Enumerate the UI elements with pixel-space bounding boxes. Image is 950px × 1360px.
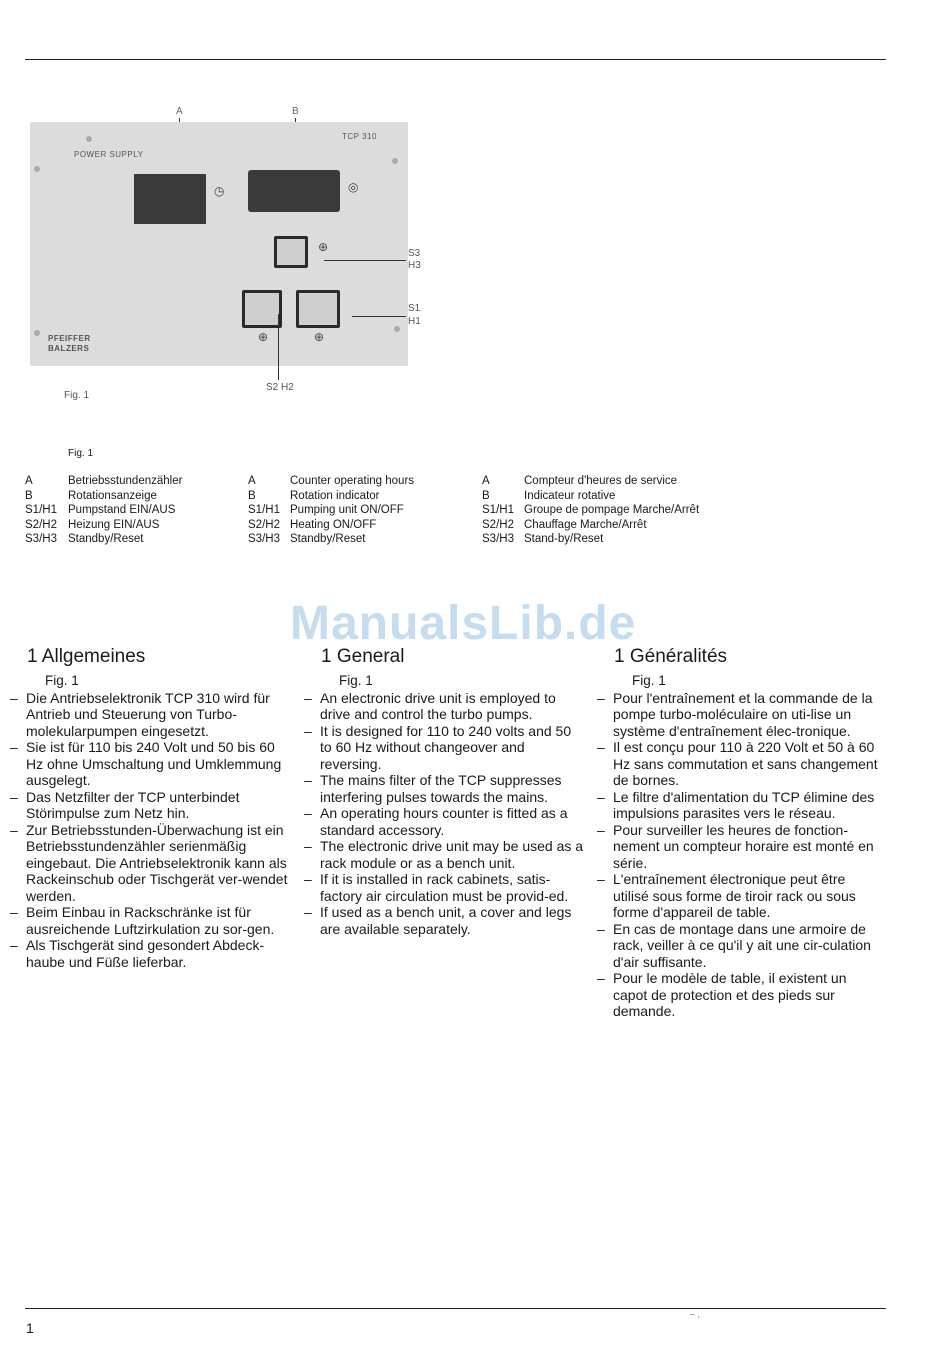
top-rule xyxy=(25,59,886,60)
section-french xyxy=(597,646,879,1020)
device-front-panel-figure xyxy=(22,100,442,410)
standby-icon: ⊕ xyxy=(318,240,329,254)
legend-row: B Indicateur rotative xyxy=(482,489,616,502)
list-item: – Pour l'entraînement et la commande de la pompe turbo-moléculaire on uti-lise un système d'entraînement élec-tronique. xyxy=(597,690,879,740)
legend-row: A Counter operating hours xyxy=(248,475,415,487)
standby-reset-button[interactable] xyxy=(274,236,308,268)
legend-row: S2/H2 Heating ON/OFF xyxy=(248,518,377,531)
figure-reference: Fig. 1 xyxy=(632,673,666,688)
figure-caption: Fig. 1 xyxy=(68,448,94,459)
brand-line-2: BALZERS xyxy=(48,344,90,353)
legend-row: A Compteur d'heures de service xyxy=(482,475,678,487)
figure-reference: Fig. 1 xyxy=(45,673,79,688)
callout-s2h2: S2 H2 xyxy=(266,382,294,393)
figure-label-b: B xyxy=(292,106,299,117)
heating-button[interactable] xyxy=(242,290,282,328)
section-german xyxy=(10,646,292,970)
brand-line-1: PFEIFFER xyxy=(48,334,91,343)
watermark: ManualsLib.de xyxy=(290,597,637,650)
list-item: – L'entraînement électronique peut être utilisé sous forme de tiroir rack ou sous forme d'appareil de table. xyxy=(597,871,879,921)
rotation-indicator xyxy=(248,170,340,212)
list-item: – Die Antriebselektronik TCP 310 wird für Antrieb und Steuerung von Turbo-molekularpumpen eingesetzt. xyxy=(10,690,292,740)
list-item: – It is designed for 110 to 240 volts and 50 to 60 Hz without changeover and reversing. xyxy=(304,723,586,773)
figure-inner-caption: Fig. 1 xyxy=(64,390,90,401)
figure-label-a: A xyxy=(176,106,183,117)
list-item: – The mains filter of the TCP suppresses interfering pulses towards the mains. xyxy=(304,772,586,805)
leader-line-s1 xyxy=(352,316,406,317)
list-item: – Als Tischgerät sind gesondert Abdeck-haube und Füße lieferbar. xyxy=(10,937,292,970)
rotation-icon: ◎ xyxy=(348,180,359,194)
model-label: TCP 310 xyxy=(342,132,377,141)
list-item: – An electronic drive unit is employed to drive and control the turbo pumps. xyxy=(304,690,586,723)
legend-row: A Betriebsstundenzähler xyxy=(25,475,183,487)
front-panel xyxy=(30,122,408,366)
bottom-rule xyxy=(25,1308,886,1309)
legend-row: S2/H2 Heizung EIN/AUS xyxy=(25,518,160,531)
legend-german xyxy=(25,474,182,547)
bullet-list xyxy=(304,690,586,938)
panel-screw xyxy=(394,326,400,332)
list-item: – Das Netzfilter der TCP unterbindet Störimpulse zum Netz hin. xyxy=(10,789,292,822)
section-title: 1 Généralités xyxy=(614,646,728,667)
leader-line-s2 xyxy=(278,314,279,380)
legend-row: S1/H1 Pumping unit ON/OFF xyxy=(248,504,404,516)
leader-line-s3 xyxy=(324,260,406,261)
legend-row: S1/H1 Groupe de pompage Marche/Arrêt xyxy=(482,504,700,516)
legend-french xyxy=(482,474,699,547)
list-item: – Beim Einbau in Rackschränke ist für ausreichende Luftzirkulation zu sor-gen. xyxy=(10,904,292,937)
legend-row: B Rotation indicator xyxy=(248,489,380,502)
legend-english xyxy=(248,474,414,547)
section-title: 1 Allgemeines xyxy=(27,646,146,667)
list-item: – Il est conçu pour 110 à 220 Volt et 50 à 60 Hz sans commutation et sans changement de bornes. xyxy=(597,739,879,789)
power-supply-label: POWER SUPPLY xyxy=(74,150,144,159)
legend-row: S3/H3 Standby/Reset xyxy=(248,533,366,545)
list-item: – Zur Betriebsstunden-Überwachung ist ein Betriebsstundenzähler serienmäßig eingebaut. Die Antriebselektronik kann als Rackeinschub oder Tischgerät ver-wendet werden. xyxy=(10,822,292,905)
panel-screw xyxy=(392,158,398,164)
legend-row: B Rotationsanzeige xyxy=(25,489,157,502)
callout-h1: H1 xyxy=(408,316,421,327)
section-title: 1 General xyxy=(321,646,405,667)
list-item: – Pour le modèle de table, il existent un capot de protection et des pieds sur demande. xyxy=(597,970,879,1020)
list-item: – Sie ist für 110 bis 240 Volt und 50 bis 60 Hz ohne Umschaltung und Umklemmung ausgelegt. xyxy=(10,739,292,789)
list-item: – An operating hours counter is fitted as a standard accessory. xyxy=(304,805,586,838)
list-item: – The electronic drive unit may be used as a rack module or as a bench unit. xyxy=(304,838,586,871)
callout-s3: S3 xyxy=(408,248,421,259)
legend-row: S3/H3 Standby/Reset xyxy=(25,533,144,545)
list-item: – En cas de montage dans une armoire de rack, veiller à ce qu'il y ait une cir-culation d'air suffisante. xyxy=(597,921,879,971)
operating-hours-counter xyxy=(134,174,206,224)
section-english xyxy=(304,646,586,937)
panel-screw xyxy=(86,136,92,142)
legend-row: S1/H1 Pumpstand EIN/AUS xyxy=(25,504,176,516)
list-item: – Pour surveiller les heures de fonction-nement un compteur horaire est monté en série. xyxy=(597,822,879,872)
pump-icon: ⊕ xyxy=(314,330,325,344)
panel-screw xyxy=(34,166,40,172)
list-item: – If used as a bench unit, a cover and legs are available separately. xyxy=(304,904,586,937)
bullet-list xyxy=(10,690,292,971)
stray-mark: – , xyxy=(690,1309,701,1319)
clock-icon: ◷ xyxy=(214,184,225,198)
pumping-unit-button[interactable] xyxy=(296,290,340,328)
callout-h3: H3 xyxy=(408,260,421,271)
heating-icon: ⊕ xyxy=(258,330,269,344)
legend-row: S2/H2 Chauffage Marche/Arrêt xyxy=(482,518,647,531)
page-number: 1 xyxy=(26,1320,34,1336)
callout-s1: S1 xyxy=(408,303,421,314)
legend-row: S3/H3 Stand-by/Reset xyxy=(482,533,604,545)
panel-screw xyxy=(34,330,40,336)
figure-reference: Fig. 1 xyxy=(339,673,373,688)
bullet-list xyxy=(597,690,879,1020)
list-item: – Le filtre d'alimentation du TCP élimine des impulsions parasites vers le réseau. xyxy=(597,789,879,822)
list-item: – If it is installed in rack cabinets, satis-factory air circulation must be provid-ed. xyxy=(304,871,586,904)
